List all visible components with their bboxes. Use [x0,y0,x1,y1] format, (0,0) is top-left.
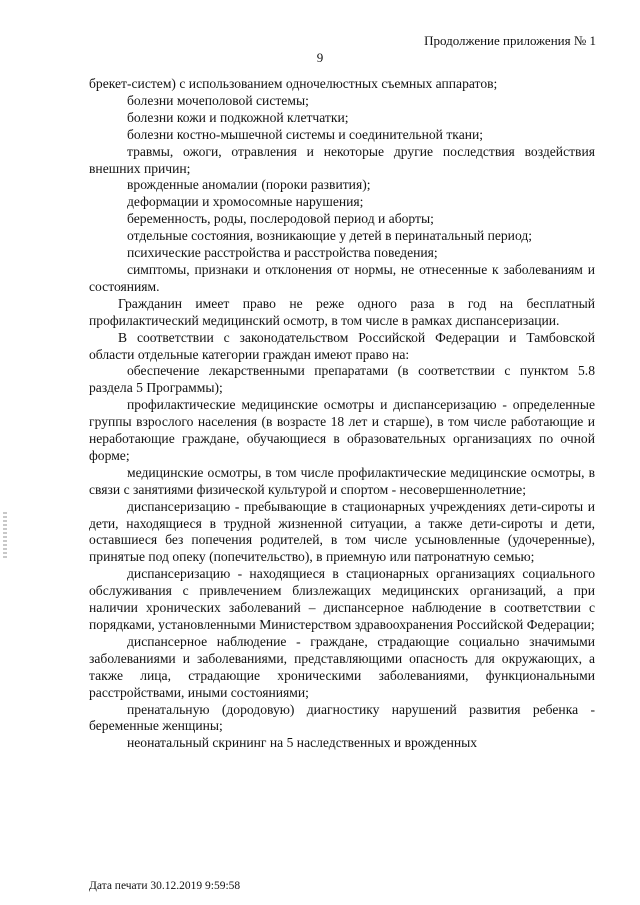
paragraph: обеспечение лекарственными препаратами (в соответствии с пунктом 5.8 раздела 5 Программы); [89,363,595,396]
page-number: 9 [316,50,324,65]
paragraph: диспансерное наблюдение - граждане, страдающие социально значимыми заболеваниями и заболеваниями, представляющими опасность для окружающих, а также лица, страдающие хроническими заболеваниями, функциональными расстройствами, иными состояниями; [89,633,595,700]
paragraph: беременность, роды, послеродовой период и аборты; [127,211,434,227]
paragraph: диспансеризацию - находящиеся в стационарных организациях социального обслуживания с привлечением близлежащих медицинских организаций, а при наличии хронических заболеваний – диспансерное наблюдение в соответствии с порядками, установленными Министерством здравоохранения Российской Федерации; [89,566,595,632]
paragraph: травмы, ожоги, отравления и некоторые другие последствия воздействия внешних причин; [89,143,595,176]
paragraph: болезни мочеполовой системы; [127,92,309,108]
paragraph: деформации и хромосомные нарушения; [127,194,364,210]
paragraph: профилактические медицинские осмотры и диспансеризацию - определенные группы взрослого населения (в возрасте 18 лет и старше), в том числе работающие и неработающие граждане, обучающиеся в образовательных организациях по очной форме; [89,397,595,463]
paragraph: медицинские осмотры, в том числе профилактические медицинские осмотры, в связи с занятиями физической культурой и спортом - несовершеннолетние; [89,464,595,497]
paragraph: диспансеризацию - пребывающие в стационарных учреждениях дети-сироты и дети, находящиеся в трудной жизненной ситуации, а также дети-сироты и дети, оставшиеся без попечения родителей, в том числе усыновленные (удочеренные), принятые под опеку (попечительство), в приемную или патронатную семью; [89,498,595,565]
paragraph: психические расстройства и расстройства поведения; [127,245,438,261]
paragraph: неонатальный скрининг на 5 наследственных и врожденных [127,735,478,751]
paragraph: брекет-систем) с использованием одночелюстных съемных аппаратов; [89,76,498,91]
paragraph: симптомы, признаки и отклонения от нормы, не отнесенные к заболеваниям и состояниям. [89,261,595,294]
paragraph: отдельные состояния, возникающие у детей в перинатальный период; [127,228,533,244]
paragraph: врожденные аномалии (пороки развития); [127,177,371,193]
continuation-note: Продолжение приложения № 1 [424,33,596,48]
paragraph: болезни кожи и подкожной клетчатки; [127,109,349,125]
margin-stamp [3,512,7,560]
paragraph: В соответствии с законодательством Российской Федерации и Тамбовской области отдельные категории граждан имеют право на: [89,329,595,362]
print-date: Дата печати 30.12.2019 9:59:58 [89,880,241,892]
paragraph: болезни костно-мышечной системы и соединительной ткани; [127,126,484,142]
paragraph: Гражданин имеет право не реже одного раза в год на бесплатный профилактический медицинский осмотр, в том числе в рамках диспансеризации. [89,295,595,328]
paragraph: пренатальную (дородовую) диагностику нарушений развития ребенка - беременные женщины; [89,701,595,734]
document-body [89,76,595,752]
